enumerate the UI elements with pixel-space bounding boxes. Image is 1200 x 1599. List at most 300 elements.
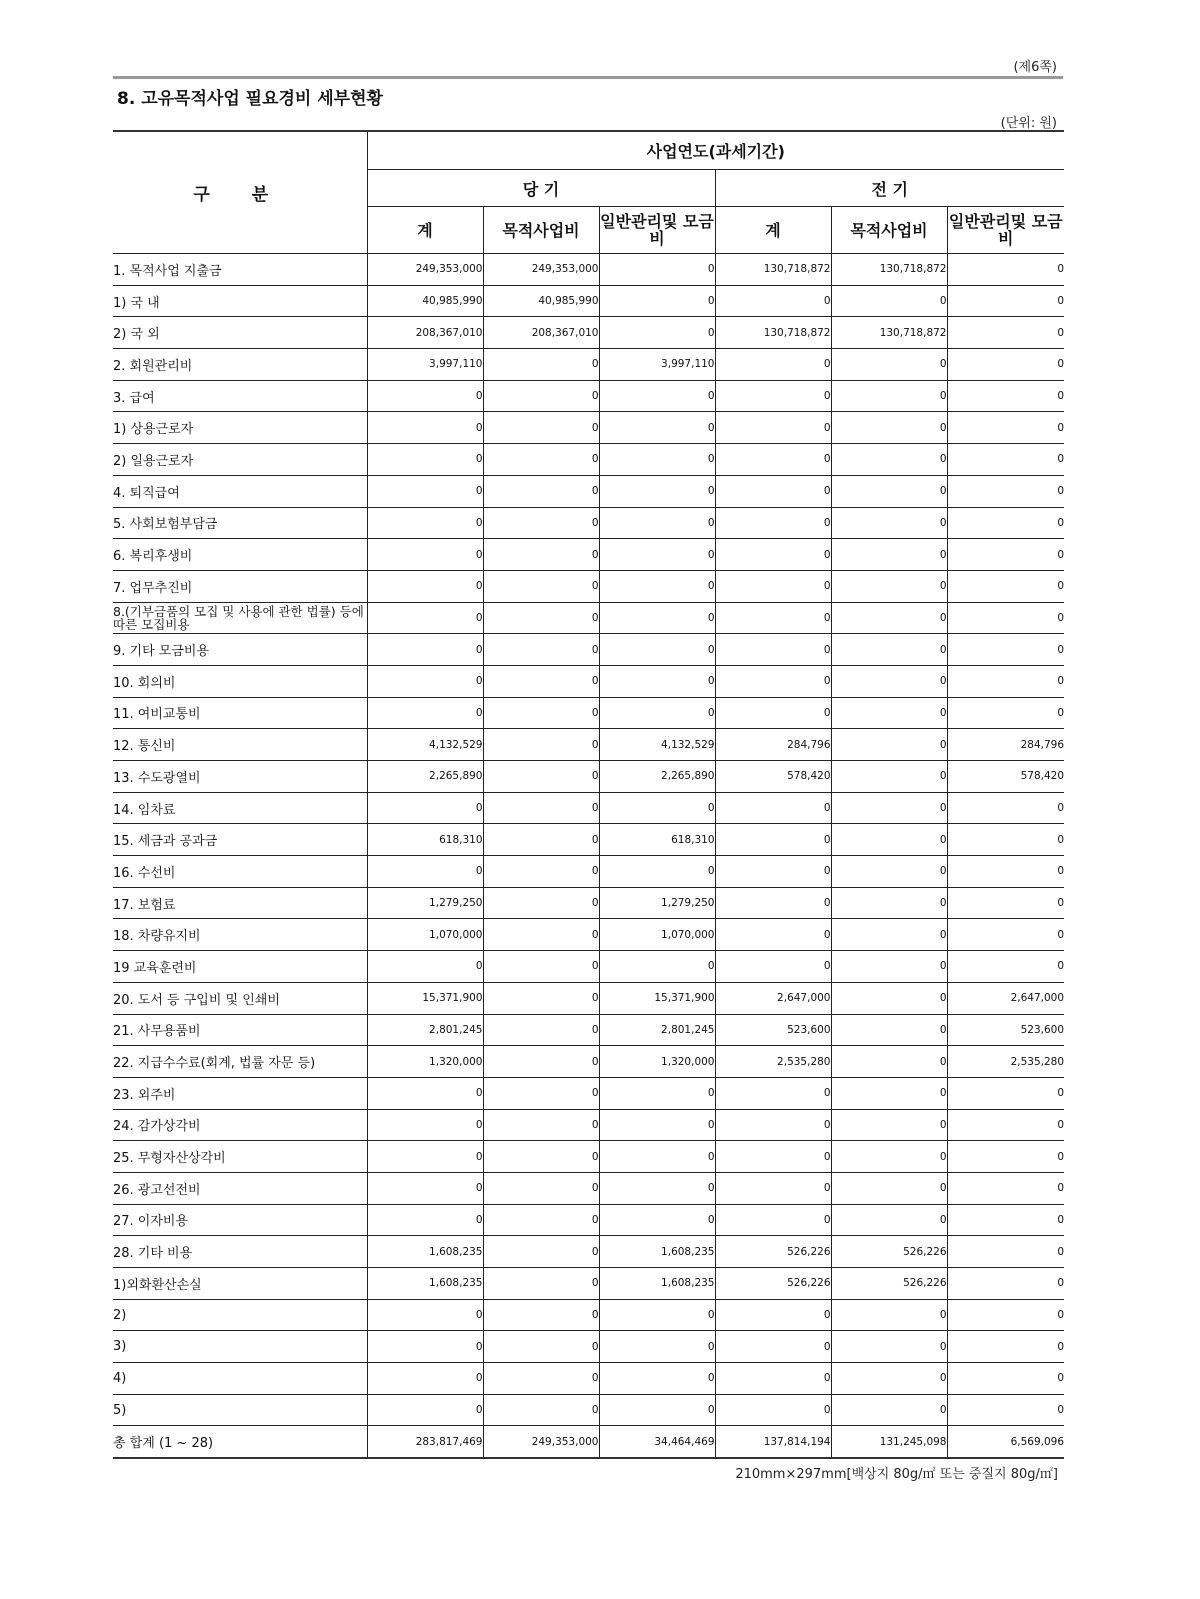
amount-cell: 0 [715,349,831,381]
amount-cell: 0 [599,1363,715,1395]
header-col-purpose: 목적사업비 [483,207,599,254]
table-row [113,824,1064,856]
amount-cell: 0 [947,665,1064,697]
row-label: 24. 감가상각비 [113,1109,367,1141]
amount-cell: 283,817,469 [367,1426,483,1458]
amount-cell: 0 [947,951,1064,983]
row-label: 2) [113,1299,367,1331]
table-row [113,951,1064,983]
amount-cell: 0 [947,1141,1064,1173]
table-row [113,729,1064,761]
table-row [113,254,1064,286]
amount-cell: 0 [831,1299,947,1331]
amount-cell: 0 [831,697,947,729]
amount-cell: 0 [367,697,483,729]
amount-cell: 130,718,872 [831,254,947,286]
amount-cell: 0 [483,1077,599,1109]
paper-spec-footer: 210mm×297mm[백상지 80g/㎡ 또는 중질지 80g/㎡] [735,1467,1058,1482]
amount-cell: 0 [947,1268,1064,1300]
amount-cell: 0 [599,1172,715,1204]
table-row [113,285,1064,317]
amount-cell: 0 [947,539,1064,571]
amount-cell: 0 [483,729,599,761]
table-row [113,507,1064,539]
amount-cell: 0 [715,665,831,697]
table-row [113,665,1064,697]
row-label: 14. 임차료 [113,792,367,824]
amount-cell: 0 [947,507,1064,539]
amount-cell: 0 [947,1394,1064,1426]
amount-cell: 0 [599,412,715,444]
amount-cell: 0 [947,285,1064,317]
row-label: 21. 사무용품비 [113,1014,367,1046]
amount-cell: 0 [831,570,947,602]
table-row [113,1077,1064,1109]
amount-cell: 1,070,000 [367,919,483,951]
amount-cell: 284,796 [715,729,831,761]
amount-cell: 0 [715,1141,831,1173]
amount-cell: 40,985,990 [367,285,483,317]
amount-cell: 1,279,250 [367,887,483,919]
amount-cell: 1,279,250 [599,887,715,919]
amount-cell: 0 [599,951,715,983]
amount-cell: 1,320,000 [599,1046,715,1078]
amount-cell: 0 [947,1077,1064,1109]
amount-cell: 0 [831,1141,947,1173]
amount-cell: 0 [599,665,715,697]
amount-cell: 0 [367,1331,483,1363]
amount-cell: 0 [483,1363,599,1395]
amount-cell: 1,608,235 [599,1268,715,1300]
table-row [113,761,1064,793]
amount-cell: 6,569,096 [947,1426,1064,1458]
amount-cell: 0 [947,602,1064,634]
amount-cell: 0 [367,856,483,888]
amount-cell: 0 [599,1204,715,1236]
row-label: 6. 복리후생비 [113,539,367,571]
amount-cell: 2,647,000 [947,982,1064,1014]
amount-cell: 578,420 [715,761,831,793]
row-label: 5) [113,1394,367,1426]
row-label: 17. 보험료 [113,887,367,919]
amount-cell: 284,796 [947,729,1064,761]
amount-cell: 0 [715,380,831,412]
row-label: 1)외화환산손실 [113,1268,367,1300]
amount-cell: 0 [947,887,1064,919]
table-row [113,1014,1064,1046]
amount-cell: 2,647,000 [715,982,831,1014]
amount-cell: 0 [947,1204,1064,1236]
amount-cell: 0 [947,697,1064,729]
table-row [113,1331,1064,1363]
amount-cell: 0 [483,1299,599,1331]
amount-cell: 0 [483,1394,599,1426]
header-current: 당 기 [367,170,715,207]
amount-cell: 0 [483,1014,599,1046]
amount-cell: 0 [831,1014,947,1046]
table-row [113,444,1064,476]
table-row [113,634,1064,666]
header-col-total: 계 [715,207,831,254]
table-row [113,1109,1064,1141]
amount-cell: 0 [367,1363,483,1395]
amount-cell: 0 [715,412,831,444]
amount-cell: 0 [483,951,599,983]
amount-cell: 0 [715,570,831,602]
amount-cell: 0 [715,1363,831,1395]
table-row [113,1204,1064,1236]
header-col-admin: 일반관리및 모금비 [947,207,1064,254]
row-label: 28. 기타 비용 [113,1236,367,1268]
amount-cell: 0 [367,570,483,602]
row-label: 2. 회원관리비 [113,349,367,381]
amount-cell: 0 [831,856,947,888]
amount-cell: 0 [367,602,483,634]
amount-cell: 0 [367,475,483,507]
amount-cell: 1,608,235 [367,1268,483,1300]
amount-cell: 0 [599,1394,715,1426]
table-row [113,919,1064,951]
amount-cell: 0 [831,1331,947,1363]
row-label: 9. 기타 모금비용 [113,634,367,666]
amount-cell: 131,245,098 [831,1426,947,1458]
amount-cell: 0 [599,792,715,824]
header-gubun: 구 분 [113,131,367,254]
amount-cell: 0 [483,412,599,444]
amount-cell: 0 [367,634,483,666]
amount-cell: 0 [831,1172,947,1204]
row-label: 18. 차량유지비 [113,919,367,951]
amount-cell: 0 [599,507,715,539]
row-label: 26. 광고선전비 [113,1172,367,1204]
amount-cell: 0 [483,1204,599,1236]
amount-cell: 0 [599,1331,715,1363]
table-row [113,1172,1064,1204]
amount-cell: 0 [947,1109,1064,1141]
amount-cell: 0 [947,1331,1064,1363]
amount-cell: 0 [367,792,483,824]
amount-cell: 0 [483,1172,599,1204]
amount-cell: 0 [715,856,831,888]
amount-cell: 0 [483,475,599,507]
row-label: 10. 회의비 [113,665,367,697]
row-label: 총 합계 (1 ~ 28) [113,1426,367,1458]
amount-cell: 0 [947,919,1064,951]
amount-cell: 0 [367,1204,483,1236]
unit-label: (단위: 원) [1000,116,1057,131]
amount-cell: 0 [483,444,599,476]
amount-cell: 0 [831,507,947,539]
amount-cell: 0 [483,507,599,539]
amount-cell: 2,535,280 [715,1046,831,1078]
table-row [113,1394,1064,1426]
amount-cell: 0 [831,349,947,381]
amount-cell: 0 [599,539,715,571]
amount-cell: 0 [831,1109,947,1141]
amount-cell: 0 [715,697,831,729]
amount-cell: 0 [367,1299,483,1331]
row-label: 11. 여비교통비 [113,697,367,729]
header-col-purpose: 목적사업비 [831,207,947,254]
row-label: 4. 퇴직급여 [113,475,367,507]
amount-cell: 578,420 [947,761,1064,793]
amount-cell: 0 [831,602,947,634]
amount-cell: 0 [947,792,1064,824]
table-row [113,317,1064,349]
amount-cell: 0 [831,1046,947,1078]
table-row [113,539,1064,571]
row-label: 7. 업무추진비 [113,570,367,602]
amount-cell: 0 [483,665,599,697]
amount-cell: 0 [947,634,1064,666]
amount-cell: 0 [483,856,599,888]
amount-cell: 0 [831,919,947,951]
amount-cell: 2,801,245 [599,1014,715,1046]
amount-cell: 1,608,235 [599,1236,715,1268]
amount-cell: 0 [715,602,831,634]
row-label: 1) 상용근로자 [113,412,367,444]
amount-cell: 0 [947,824,1064,856]
amount-cell: 0 [947,412,1064,444]
amount-cell: 0 [831,444,947,476]
amount-cell: 249,353,000 [483,254,599,286]
amount-cell: 0 [947,1172,1064,1204]
row-label: 25. 무형자산상각비 [113,1141,367,1173]
table-row [113,1236,1064,1268]
amount-cell: 3,997,110 [367,349,483,381]
table-row [113,380,1064,412]
row-label: 2) 일용근로자 [113,444,367,476]
table-row [113,570,1064,602]
amount-cell: 618,310 [367,824,483,856]
amount-cell: 15,371,900 [599,982,715,1014]
amount-cell: 0 [599,1299,715,1331]
amount-cell: 1,320,000 [367,1046,483,1078]
row-label: 8.(기부금품의 모집 및 사용에 관한 법률) 등에 따른 모집비용 [113,602,367,634]
amount-cell: 526,226 [715,1236,831,1268]
amount-cell: 0 [947,856,1064,888]
amount-cell: 523,600 [715,1014,831,1046]
amount-cell: 0 [483,919,599,951]
row-label: 12. 통신비 [113,729,367,761]
table-row [113,412,1064,444]
row-label: 1) 국 내 [113,285,367,317]
amount-cell: 0 [367,507,483,539]
amount-cell: 0 [947,475,1064,507]
amount-cell: 0 [947,349,1064,381]
row-label: 22. 지급수수료(회계, 법률 자문 등) [113,1046,367,1078]
row-label: 27. 이자비용 [113,1204,367,1236]
amount-cell: 0 [831,824,947,856]
amount-cell: 0 [367,444,483,476]
amount-cell: 34,464,469 [599,1426,715,1458]
amount-cell: 249,353,000 [367,254,483,286]
amount-cell: 0 [599,1077,715,1109]
amount-cell: 0 [483,982,599,1014]
amount-cell: 0 [715,475,831,507]
table-row [113,1046,1064,1078]
amount-cell: 0 [483,349,599,381]
amount-cell: 0 [831,665,947,697]
amount-cell: 2,265,890 [599,761,715,793]
row-label: 23. 외주비 [113,1077,367,1109]
amount-cell: 0 [831,792,947,824]
amount-cell: 0 [947,380,1064,412]
amount-cell: 0 [947,1299,1064,1331]
amount-cell: 0 [367,665,483,697]
amount-cell: 0 [483,1331,599,1363]
table-row [113,1141,1064,1173]
amount-cell: 0 [367,1077,483,1109]
amount-cell: 526,226 [715,1268,831,1300]
amount-cell: 130,718,872 [831,317,947,349]
amount-cell: 0 [715,1204,831,1236]
table-row [113,349,1064,381]
amount-cell: 0 [367,1109,483,1141]
page-number: (제6쪽) [1013,60,1057,75]
amount-cell: 2,535,280 [947,1046,1064,1078]
amount-cell: 0 [367,951,483,983]
amount-cell: 0 [367,539,483,571]
amount-cell: 0 [483,1046,599,1078]
table-row [113,887,1064,919]
amount-cell: 0 [599,1141,715,1173]
amount-cell: 0 [599,380,715,412]
amount-cell: 0 [599,285,715,317]
table-body [113,254,1064,1459]
amount-cell: 0 [715,951,831,983]
amount-cell: 0 [367,1172,483,1204]
amount-cell: 0 [715,1077,831,1109]
header-period: 사업연도(과세기간) [367,131,1064,170]
amount-cell: 0 [483,824,599,856]
amount-cell: 0 [831,634,947,666]
amount-cell: 15,371,900 [367,982,483,1014]
amount-cell: 2,801,245 [367,1014,483,1046]
table-row [113,1363,1064,1395]
table-row [113,475,1064,507]
amount-cell: 0 [483,697,599,729]
amount-cell: 0 [831,729,947,761]
amount-cell: 4,132,529 [367,729,483,761]
amount-cell: 0 [715,1394,831,1426]
amount-cell: 526,226 [831,1268,947,1300]
amount-cell: 0 [715,634,831,666]
amount-cell: 0 [715,919,831,951]
amount-cell: 0 [715,1331,831,1363]
amount-cell: 0 [831,887,947,919]
expense-table [113,130,1064,1459]
amount-cell: 40,985,990 [483,285,599,317]
title-rule [113,76,1063,79]
amount-cell: 0 [483,1268,599,1300]
row-label: 1. 목적사업 지출금 [113,254,367,286]
amount-cell: 0 [599,570,715,602]
amount-cell: 0 [367,412,483,444]
amount-cell: 0 [715,444,831,476]
row-label: 16. 수선비 [113,856,367,888]
page-title: 8. 고유목적사업 필요경비 세부현황 [117,89,383,109]
amount-cell: 4,132,529 [599,729,715,761]
amount-cell: 523,600 [947,1014,1064,1046]
amount-cell: 0 [483,792,599,824]
table-row [113,792,1064,824]
table-row [113,697,1064,729]
amount-cell: 0 [947,1236,1064,1268]
amount-cell: 0 [947,570,1064,602]
header-previous: 전 기 [715,170,1064,207]
row-label: 3. 급여 [113,380,367,412]
amount-cell: 0 [715,1109,831,1141]
amount-cell: 0 [831,285,947,317]
amount-cell: 0 [715,887,831,919]
amount-cell: 0 [831,1204,947,1236]
amount-cell: 0 [947,317,1064,349]
amount-cell: 0 [367,1394,483,1426]
amount-cell: 249,353,000 [483,1426,599,1458]
amount-cell: 0 [367,380,483,412]
amount-cell: 0 [599,317,715,349]
amount-cell: 0 [831,761,947,793]
row-label: 2) 국 외 [113,317,367,349]
table-row [113,982,1064,1014]
amount-cell: 3,997,110 [599,349,715,381]
amount-cell: 0 [367,1141,483,1173]
amount-cell: 0 [831,982,947,1014]
amount-cell: 137,814,194 [715,1426,831,1458]
amount-cell: 0 [715,285,831,317]
amount-cell: 0 [831,475,947,507]
amount-cell: 1,608,235 [367,1236,483,1268]
row-label: 20. 도서 등 구입비 및 인쇄비 [113,982,367,1014]
amount-cell: 0 [599,1109,715,1141]
amount-cell: 0 [831,1363,947,1395]
amount-cell: 0 [483,570,599,602]
table-row [113,1268,1064,1300]
row-label: 3) [113,1331,367,1363]
amount-cell: 0 [483,539,599,571]
table-row [113,602,1064,634]
amount-cell: 0 [599,634,715,666]
amount-cell: 0 [715,824,831,856]
table-row [113,1299,1064,1331]
amount-cell: 0 [831,380,947,412]
table-row [113,1426,1064,1458]
amount-cell: 0 [599,475,715,507]
amount-cell: 0 [599,697,715,729]
amount-cell: 0 [599,856,715,888]
amount-cell: 130,718,872 [715,317,831,349]
row-label: 15. 세금과 공과금 [113,824,367,856]
amount-cell: 0 [831,1394,947,1426]
amount-cell: 208,367,010 [367,317,483,349]
amount-cell: 0 [483,1236,599,1268]
amount-cell: 0 [947,444,1064,476]
amount-cell: 208,367,010 [483,317,599,349]
amount-cell: 0 [831,951,947,983]
header-col-total: 계 [367,207,483,254]
amount-cell: 0 [831,1077,947,1109]
amount-cell: 0 [831,412,947,444]
row-label: 5. 사회보험부담금 [113,507,367,539]
amount-cell: 0 [483,1141,599,1173]
amount-cell: 0 [599,444,715,476]
amount-cell: 0 [715,1172,831,1204]
amount-cell: 618,310 [599,824,715,856]
amount-cell: 0 [483,761,599,793]
amount-cell: 0 [483,602,599,634]
amount-cell: 0 [715,539,831,571]
